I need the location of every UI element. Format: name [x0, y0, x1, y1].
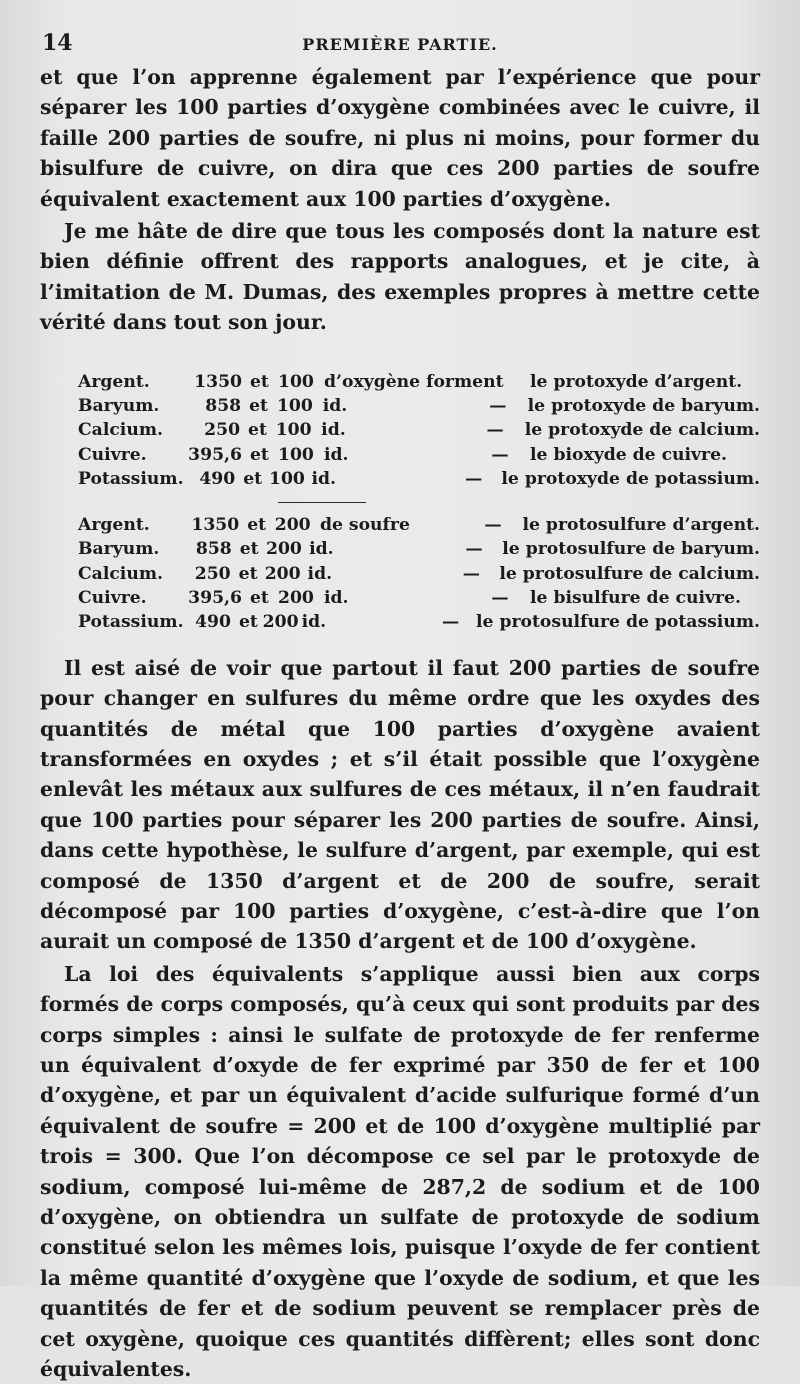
product-cell: le protosulfure de calcium.: [499, 563, 760, 584]
product-cell: le protosulfure de baryum.: [502, 539, 761, 560]
conjunction-cell: et: [238, 612, 258, 633]
oxides-table: [78, 370, 760, 492]
table-row: [78, 443, 760, 467]
element-cell: Potassium.: [78, 469, 184, 490]
dash-cell: [470, 370, 530, 394]
conjunction-cell: et: [243, 469, 263, 490]
paragraph-2: Je me hâte de dire que tous les composés dont la nature est bien définie offrent des rapports analogues, et je cite, à l’imitation de M. Dumas, des exemples propres à mettre cette vérité dans tout son jour.: [40, 219, 760, 335]
parts-cell: 200: [266, 539, 302, 560]
parts-cell: 100: [275, 420, 312, 441]
conjunction-cell: et: [249, 396, 268, 417]
value-cell: 490: [195, 612, 231, 633]
element-cell: Calcium.: [78, 563, 164, 584]
value-cell: 1350: [194, 371, 242, 392]
conjunction-cell: et: [239, 539, 259, 560]
table-row: [78, 467, 760, 491]
product-cell: le protoxyde de calcium.: [524, 420, 761, 441]
parts-cell: 100: [278, 371, 314, 392]
dash-cell: —: [442, 612, 460, 633]
substance-cell: id.: [324, 444, 349, 465]
element-cell: Cuivre.: [78, 444, 147, 465]
substance-cell: id.: [322, 396, 348, 417]
product-cell: le protosulfure de potassium.: [476, 612, 760, 633]
parts-cell: 100: [276, 396, 313, 417]
substance-cell: id.: [324, 587, 349, 608]
table-row: [78, 586, 760, 610]
parts-cell: 100: [278, 444, 314, 465]
table-row: [78, 513, 760, 537]
running-head: [40, 30, 760, 62]
value-cell: 250: [194, 563, 231, 584]
element-cell: Baryum.: [78, 539, 160, 560]
table-row: [78, 610, 760, 634]
product-cell: le bioxyde de cuivre.: [530, 444, 728, 465]
value-cell: 490: [199, 469, 236, 490]
parts-cell: 200: [278, 587, 314, 608]
product-cell: le protoxyde de potassium.: [501, 469, 760, 490]
substance-cell: id.: [301, 612, 327, 633]
value-cell: 250: [204, 420, 241, 441]
parts-cell: 200: [264, 563, 301, 584]
substance-cell: id.: [321, 420, 346, 441]
dash-cell: —: [465, 539, 483, 560]
value-cell: 858: [205, 396, 242, 417]
dash-cell: —: [465, 469, 483, 490]
product-cell: le protoxyde de baryum.: [527, 396, 760, 417]
table-row: [78, 370, 760, 394]
table-row: [78, 562, 760, 586]
element-cell: Baryum.: [78, 396, 160, 417]
value-cell: 395,6: [188, 444, 242, 465]
dash-cell: —: [484, 514, 502, 535]
product-cell: le protosulfure d’argent.: [522, 514, 761, 535]
parts-cell: 200: [262, 612, 299, 633]
dash-cell: —: [491, 587, 509, 608]
substance-cell: de soufre: [319, 514, 410, 535]
page-number: 14: [42, 30, 73, 56]
conjunction-cell: et: [247, 514, 267, 535]
value-cell: 395,6: [188, 587, 242, 608]
element-cell: Potassium.: [78, 612, 184, 633]
table-row: [78, 418, 760, 442]
dash-cell: —: [489, 396, 507, 417]
element-cell: Argent.: [78, 514, 150, 535]
product-cell: le protoxyde d’argent.: [530, 371, 743, 392]
substance-cell: id.: [307, 563, 333, 584]
equivalents-table: [78, 370, 760, 635]
table-divider: [278, 502, 366, 503]
substance-cell: id.: [309, 539, 334, 560]
bottom-margin: [0, 1244, 800, 1286]
substance-cell: d’oxygène forment: [324, 371, 504, 392]
dash-cell: —: [462, 563, 480, 584]
table-row: [78, 394, 760, 418]
conjunction-cell: et: [238, 563, 258, 584]
conjunction-cell: et: [248, 420, 267, 441]
product-cell: le bisulfure de cuivre.: [530, 587, 741, 608]
paragraph-4: La loi des équivalents s’applique aussi bien aux corps formés de corps composés, qu’à ceux qui sont produits par des corps simples : ainsi le sulfate de protoxyde de fer renferme un équivalent d’oxyde de fer exprimé par 350 de fer et 100 d’oxygène, et par un équivalent d’acide sulfurique formé d’un équivalent de soufre = 200 et de 100 d’oxygène multiplié par trois = 300. Que l’on décompose ce sel par le protoxyde de sodium, composé lui-même de 287,2 de sodium et de 100 d’oxygène, on obtiendra un sulfate de protoxyde de sodium constitué selon les mêmes lois, puisque l’oxyde de fer contient la même quantité d’oxygène que l’oxyde de sodium, et que les quantités de fer et de sodium peuvent se remplacer près de cet oxygène, quoique ces quantités diffèrent; elles sont donc équivalentes.: [40, 961, 760, 1382]
parts-cell: 200: [274, 514, 311, 535]
element-cell: Argent.: [78, 371, 150, 392]
table-row: [78, 537, 760, 561]
paragraph-1: et que l’on apprenne également par l’expérience que pour séparer les 100 parties d’oxygène combinées avec le cuivre, il faille 200 parties de soufre, ni plus ni moins, pour former du bisulfure de cuivre, on dira que ces 200 parties de soufre équivalent exactement aux 100 parties d’oxygène.: [40, 65, 760, 211]
element-cell: Cuivre.: [78, 587, 147, 608]
value-cell: 858: [195, 539, 232, 560]
paragraph-3: Il est aisé de voir que partout il faut 200 parties de soufre pour changer en sulfures du même ordre que les oxydes des quantités de métal que 100 parties d’oxygène avaient transformées en oxydes ; et s’il était possible que l’oxygène enlevât les métaux aux sulfures de ces métaux, il n’en faudrait que 100 parties pour séparer les 200 parties de soufre. Ainsi, dans cette hypothèse, le sulfure d’argent, par exemple, qui est composé de 1350 d’argent et de 200 de soufre, serait décomposé par 100 parties d’oxygène, c’est-à-dire que l’on aurait un composé de 1350 d’argent et de 100 d’oxygène.: [40, 655, 760, 954]
dash-cell: —: [486, 420, 504, 441]
running-title: PREMIÈRE PARTIE.: [302, 35, 498, 54]
dash-cell: —: [491, 444, 509, 465]
element-cell: Calcium.: [78, 420, 164, 441]
conjunction-cell: et: [250, 371, 269, 392]
substance-cell: id.: [311, 469, 336, 490]
parts-cell: 100: [269, 469, 305, 490]
conjunction-cell: et: [250, 444, 269, 465]
value-cell: 1350: [191, 514, 240, 535]
sulfides-table: [78, 513, 760, 635]
conjunction-cell: et: [250, 587, 269, 608]
